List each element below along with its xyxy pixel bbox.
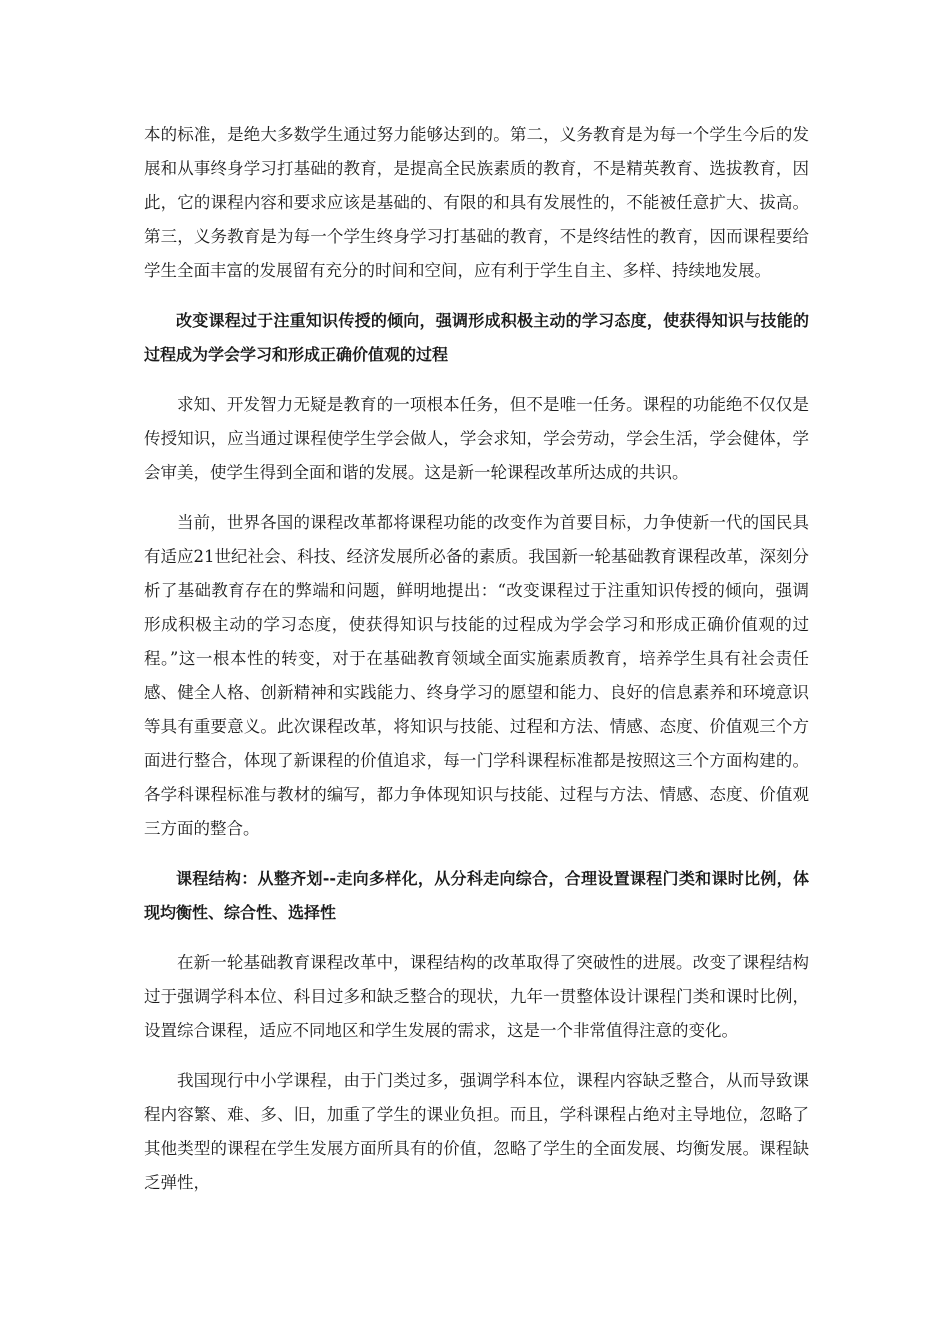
paragraph-2: 求知、开发智力无疑是教育的一项根本任务，但不是唯一任务。课程的功能绝不仅仅是传授知识，应当通过课程使学生学会做人，学会求知，学会劳动，学会生活，学会健体，学会审美，使学生得到全面和谐的发展。这是新一轮课程改革所达成的共识。: [144, 395, 809, 482]
document-body: [144, 118, 809, 1216]
paragraph-3: 当前，世界各国的课程改革都将课程功能的改变作为首要目标，力争使新一代的国民具有适应21世纪社会、科技、经济发展所必备的素质。我国新一轮基础教育课程改革，深刻分析了基础教育存在的弊端和问题，鲜明地提出：“改变课程过于注重知识传授的倾向，强调形成积极主动的学习态度，使获得知识与技能的过程成为学会学习和形成正确价值观的过程。”这一根本性的转变，对于在基础教育领域全面实施素质教育，培养学生具有社会责任感、健全人格、创新精神和实践能力、终身学习的愿望和能力、良好的信息素养和环境意识等具有重要意义。此次课程改革，将知识与技能、过程和方法、情感、态度、价值观三个方面进行整合，体现了新课程的价值追求，每一门学科课程标准都是按照这三个方面构建的。各学科课程标准与教材的编写，都力争体现知识与技能、过程与方法、情感、态度、价值观三方面的整合。: [144, 513, 809, 838]
paragraph-4: 在新一轮基础教育课程改革中，课程结构的改革取得了突破性的进展。改变了课程结构过于强调学科本位、科目过多和缺乏整合的现状，九年一贯整体设计课程门类和课时比例，设置综合课程，适应不同地区和学生发展的需求，这是一个非常值得注意的变化。: [144, 953, 809, 1040]
paragraph-1: 本的标准，是绝大多数学生通过努力能够达到的。第二，义务教育是为每一个学生今后的发展和从事终身学习打基础的教育，是提高全民族素质的教育，不是精英教育、选拔教育，因此，它的课程内容和要求应该是基础的、有限的和具有发展性的，不能被任意扩大、拔高。第三，义务教育是为每一个学生终身学习打基础的教育，不是终结性的教育，因而课程要给学生全面丰富的发展留有充分的时间和空间，应有利于学生自主、多样、持续地发展。: [144, 125, 809, 280]
section-heading-2: 课程结构：从整齐划--走向多样化，从分科走向综合，合理设置课程门类和课时比例，体现均衡性、综合性、选择性: [144, 869, 809, 922]
paragraph-5: 我国现行中小学课程，由于门类过多，强调学科本位，课程内容缺乏整合，从而导致课程内容繁、难、多、旧，加重了学生的课业负担。而且，学科课程占绝对主导地位，忽略了其他类型的课程在学生发展方面所具有的价值，忽略了学生的全面发展、均衡发展。课程缺乏弹性，: [144, 1071, 809, 1192]
section-heading-1: 改变课程过于注重知识传授的倾向，强调形成积极主动的学习态度，使获得知识与技能的过程成为学会学习和形成正确价值观的过程: [144, 311, 809, 364]
